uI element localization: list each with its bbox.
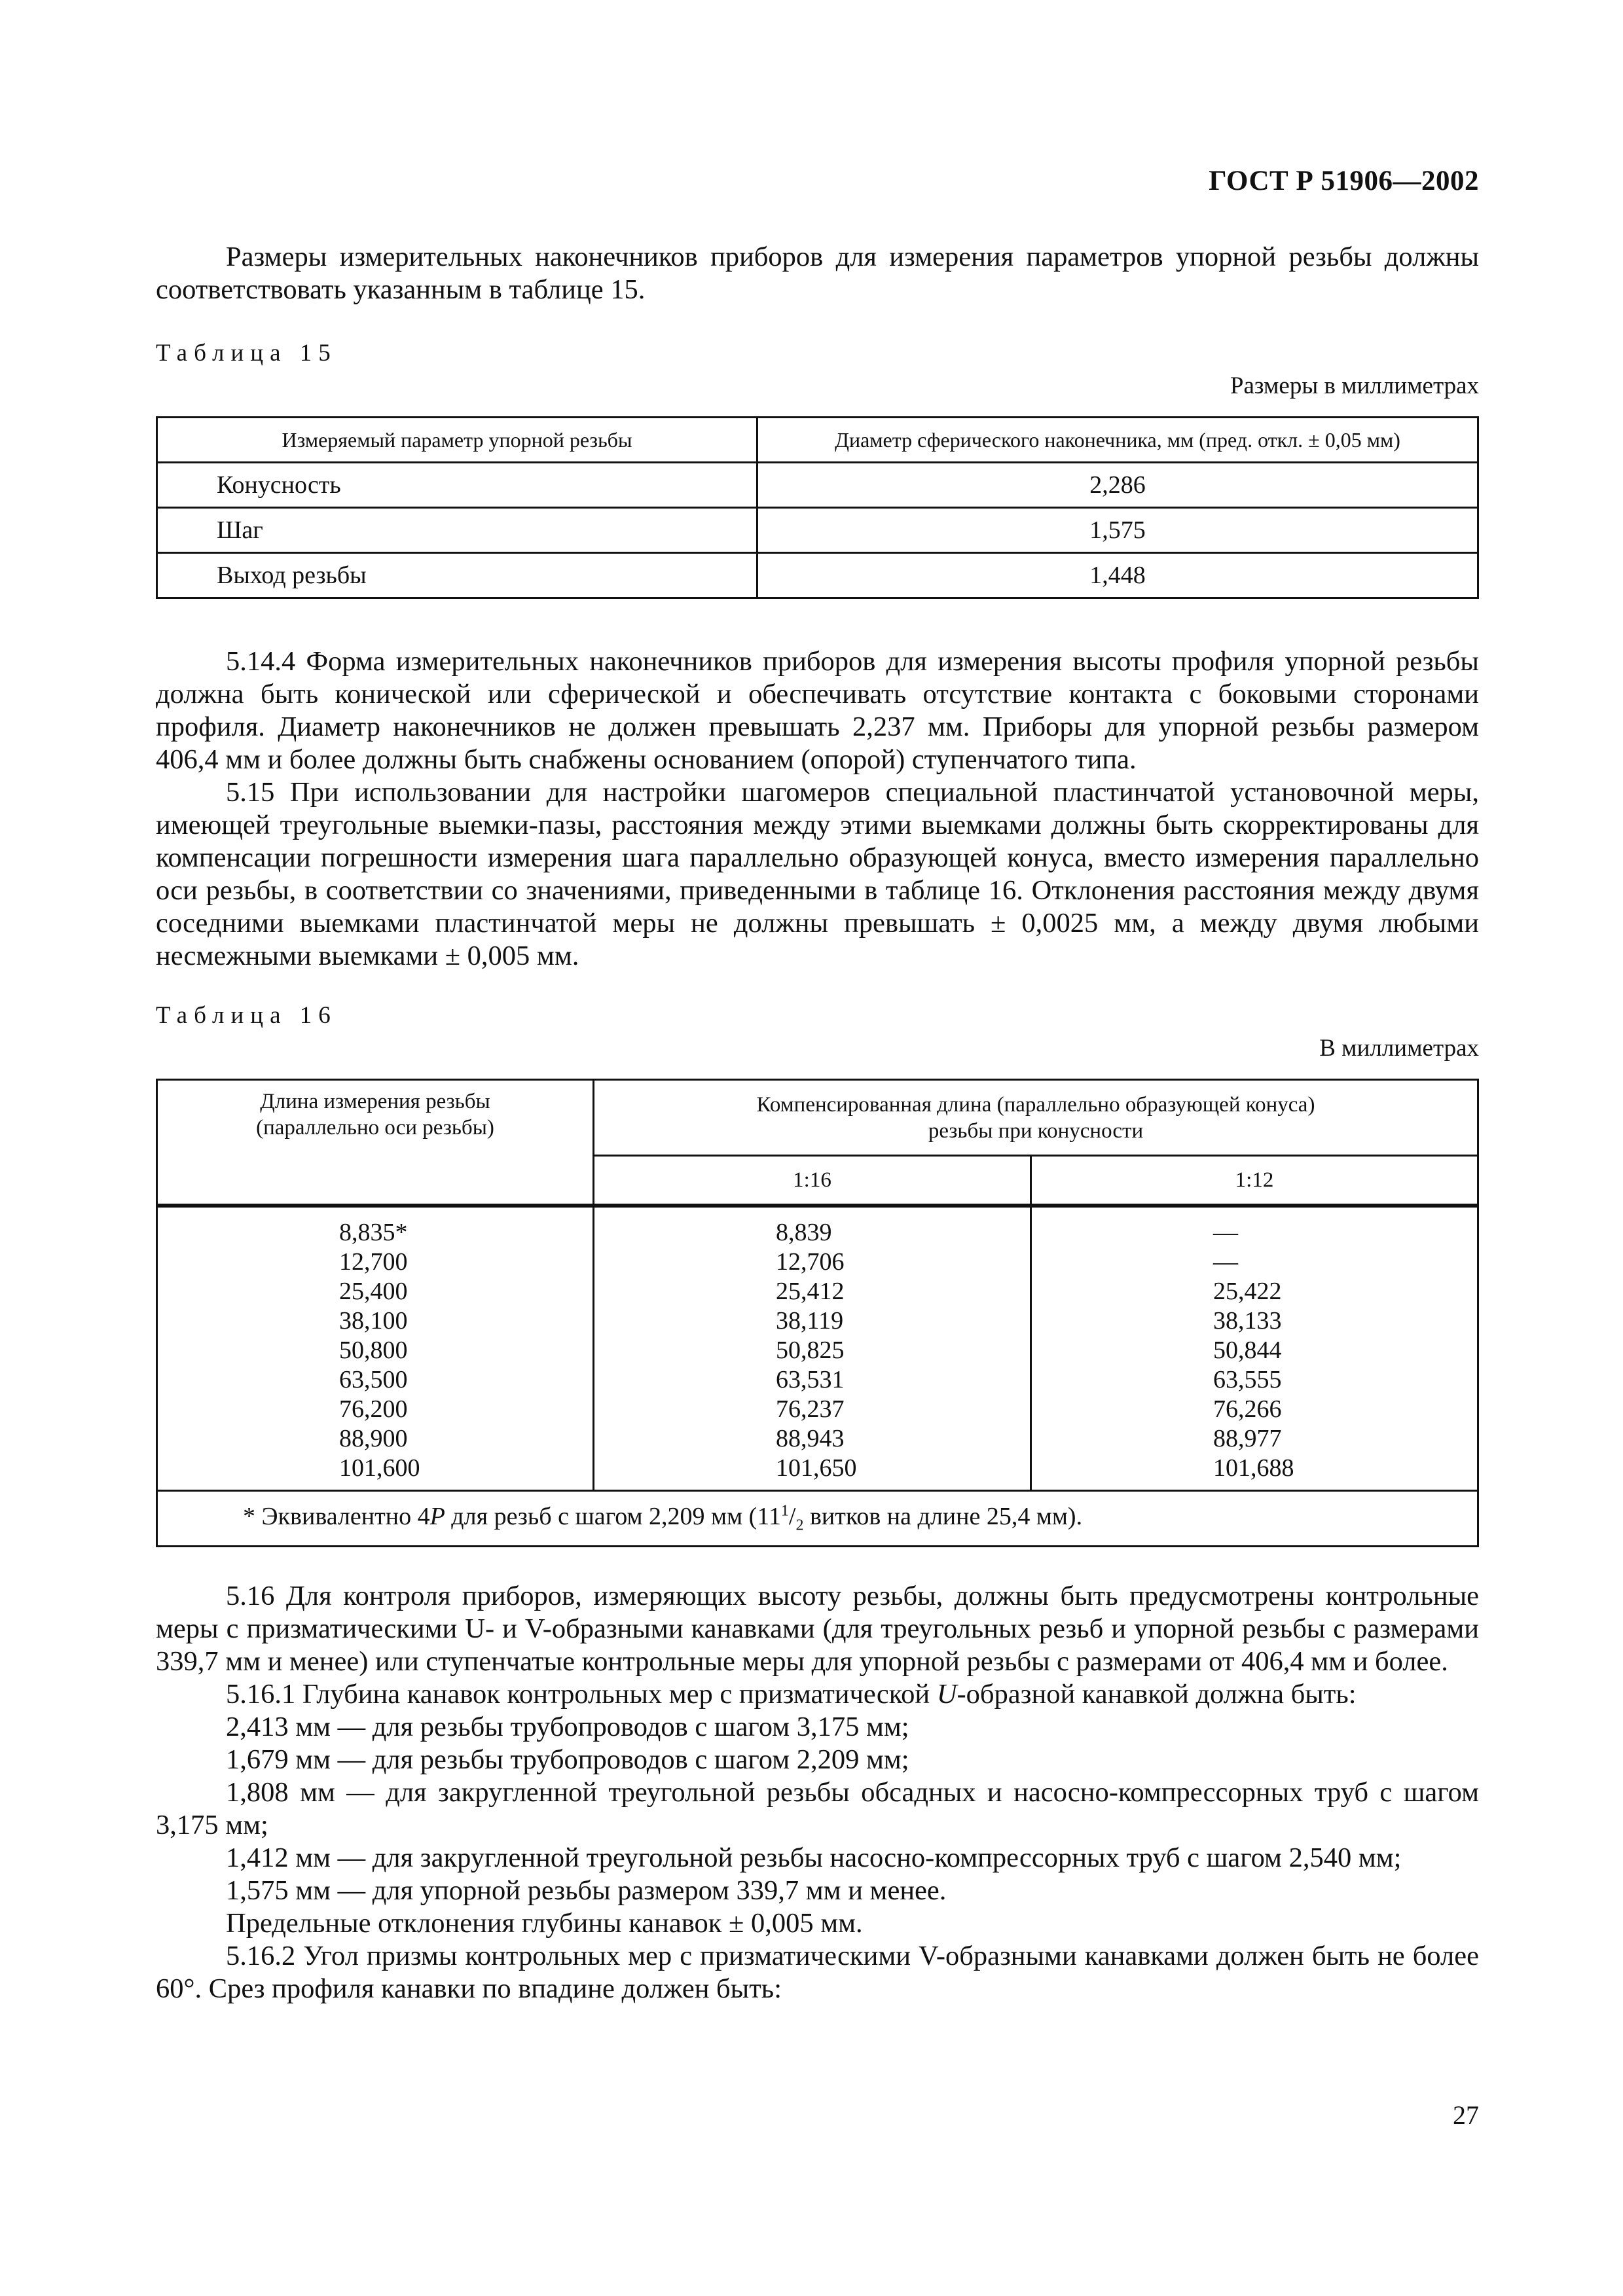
table16: [156, 1079, 1479, 1547]
list-item: 8,835*: [339, 1219, 408, 1246]
list-item: 76,200: [339, 1395, 408, 1423]
list-item: 88,977: [1213, 1425, 1282, 1452]
table16-col2-values: [594, 1206, 1031, 1491]
list-item: 25,412: [776, 1278, 845, 1305]
table15-units: Размеры в миллиметрах: [1230, 372, 1479, 399]
table15-col2-header: Диаметр сферического наконечника, мм (пред. откл. ± 0,05 мм): [757, 418, 1478, 463]
list-item: 63,555: [1213, 1366, 1282, 1393]
section-5-14-4: 5.14.4 Форма измерительных наконечников приборов для измерения высоты профиля упорной резьбы должна быть конической или сферической и обеспечивать отсутствие контакта с боковыми сторонами профиля. Диаметр наконечников не должен превышать 2,237 мм. Приборы для упорной резьбы размером 406,4 мм и более должны быть снабжены основанием (опорой) ступенчатого типа.: [156, 646, 1479, 775]
list-item: 50,844: [1213, 1336, 1282, 1364]
list-item: 88,900: [339, 1425, 408, 1452]
document-code: ГОСТ Р 51906—2002: [1209, 166, 1479, 196]
table16-group-header: Компенсированная длина (параллельно образующей конуса) резьбы при конусности: [594, 1080, 1478, 1156]
table-row: Шаг 1,575: [157, 508, 1478, 553]
list-item: 25,400: [339, 1278, 408, 1305]
list-item: 63,500: [339, 1366, 408, 1393]
table15: [156, 416, 1479, 599]
list-item: 88,943: [776, 1425, 845, 1452]
table16-col1-header: Длина измерения резьбы (параллельно оси резьбы): [157, 1080, 594, 1206]
list-item: 25,422: [1213, 1278, 1282, 1305]
table-row: Выход резьбы 1,448: [157, 553, 1478, 598]
list-item: 101,650: [776, 1454, 857, 1482]
list-item: 12,700: [339, 1248, 408, 1276]
list-item: 50,800: [339, 1336, 408, 1364]
list-item: —: [1213, 1248, 1238, 1276]
table15-caption: Таблица 15: [156, 340, 337, 367]
section-5-15: 5.15 При использовании для настройки шагомеров специальной пластинчатой установочной меры, имеющей треугольные выемки-пазы, расстояния между этими выемками должны быть скорректированы для компенсации погрешности измерения шага параллельно образующей конуса, вместо измерения параллельно оси резьбы, в соответствии со значениями, приведенными в таблице 16. Отклонения расстояния между двумя соседними выемками пластинчатой меры не должны превышать ± 0,0025 мм, а между двумя любыми несмежными выемками ± 0,005 мм.: [156, 777, 1479, 971]
table-row: Конусность 2,286: [157, 463, 1478, 508]
table16-col3-values: [1031, 1206, 1478, 1491]
table16-subheader-1-12: 1:12: [1031, 1156, 1478, 1206]
list-item: 101,688: [1213, 1454, 1294, 1482]
list-item: 38,100: [339, 1307, 408, 1335]
list-item: 76,237: [776, 1395, 845, 1423]
table16-footnote: * Эквивалентно 4P для резьб с шагом 2,209 мм ($11^1/_2$ витков на длине 25,4 мм).: [157, 1491, 1478, 1547]
list-item: 8,839: [776, 1219, 832, 1246]
list-item: 38,133: [1213, 1307, 1282, 1335]
section-5-16: 5.16 Для контроля приборов, измеряющих высоту резьбы, должны быть предусмотрены контрольные меры с призматическими U- и V-образными канавками (для треугольных резьб и упорной резьбы с размерами 339,7 мм и менее) или ступенчатые контрольные меры для упорной резьбы с размерами от 406,4 мм и более. 5.16.1 Глубина канавок контрольных мер с призматической U-образной канавкой должна быть: 2,413 мм — для резьбы трубопроводов с шагом 3,175 мм; 1,679 мм — для резьбы трубопроводов с шагом 2,209 мм; 1,808 мм — для закругленной треугольной резьбы обсадных и насосно-компрессорных труб с шагом 3,175 мм; 1,412 мм — для закругленной треугольной резьбы насосно-компрессорных труб с шагом 2,540 мм; 1,575 мм — для упорной резьбы размером 339,7 мм и менее. Предельные отклонения глубины канавок ± 0,005 мм. 5.16.2 Угол призмы контрольных мер с призматическими V-образными канавками должен быть не более 60°. Срез профиля канавки по впадине должен быть:: [156, 1581, 1479, 2004]
list-item: —: [1213, 1219, 1238, 1246]
list-item: 63,531: [776, 1366, 845, 1393]
list-item: 76,266: [1213, 1395, 1282, 1423]
table16-col1-values: [157, 1206, 594, 1491]
table16-caption: Таблица 16: [156, 1002, 337, 1029]
intro-paragraph: Размеры измерительных наконечников приборов для измерения параметров упорной резьбы должны соответствовать указанным в таблице 15.: [156, 242, 1479, 305]
list-item: 101,600: [339, 1454, 420, 1482]
list-item: 12,706: [776, 1248, 845, 1276]
page-number: 27: [1453, 2100, 1479, 2130]
table16-units: В миллиметрах: [1319, 1035, 1479, 1062]
table16-subheader-1-16: 1:16: [594, 1156, 1031, 1206]
list-item: 38,119: [776, 1307, 844, 1335]
list-item: 50,825: [776, 1336, 845, 1364]
table15-col1-header: Измеряемый параметр упорной резьбы: [157, 418, 757, 463]
